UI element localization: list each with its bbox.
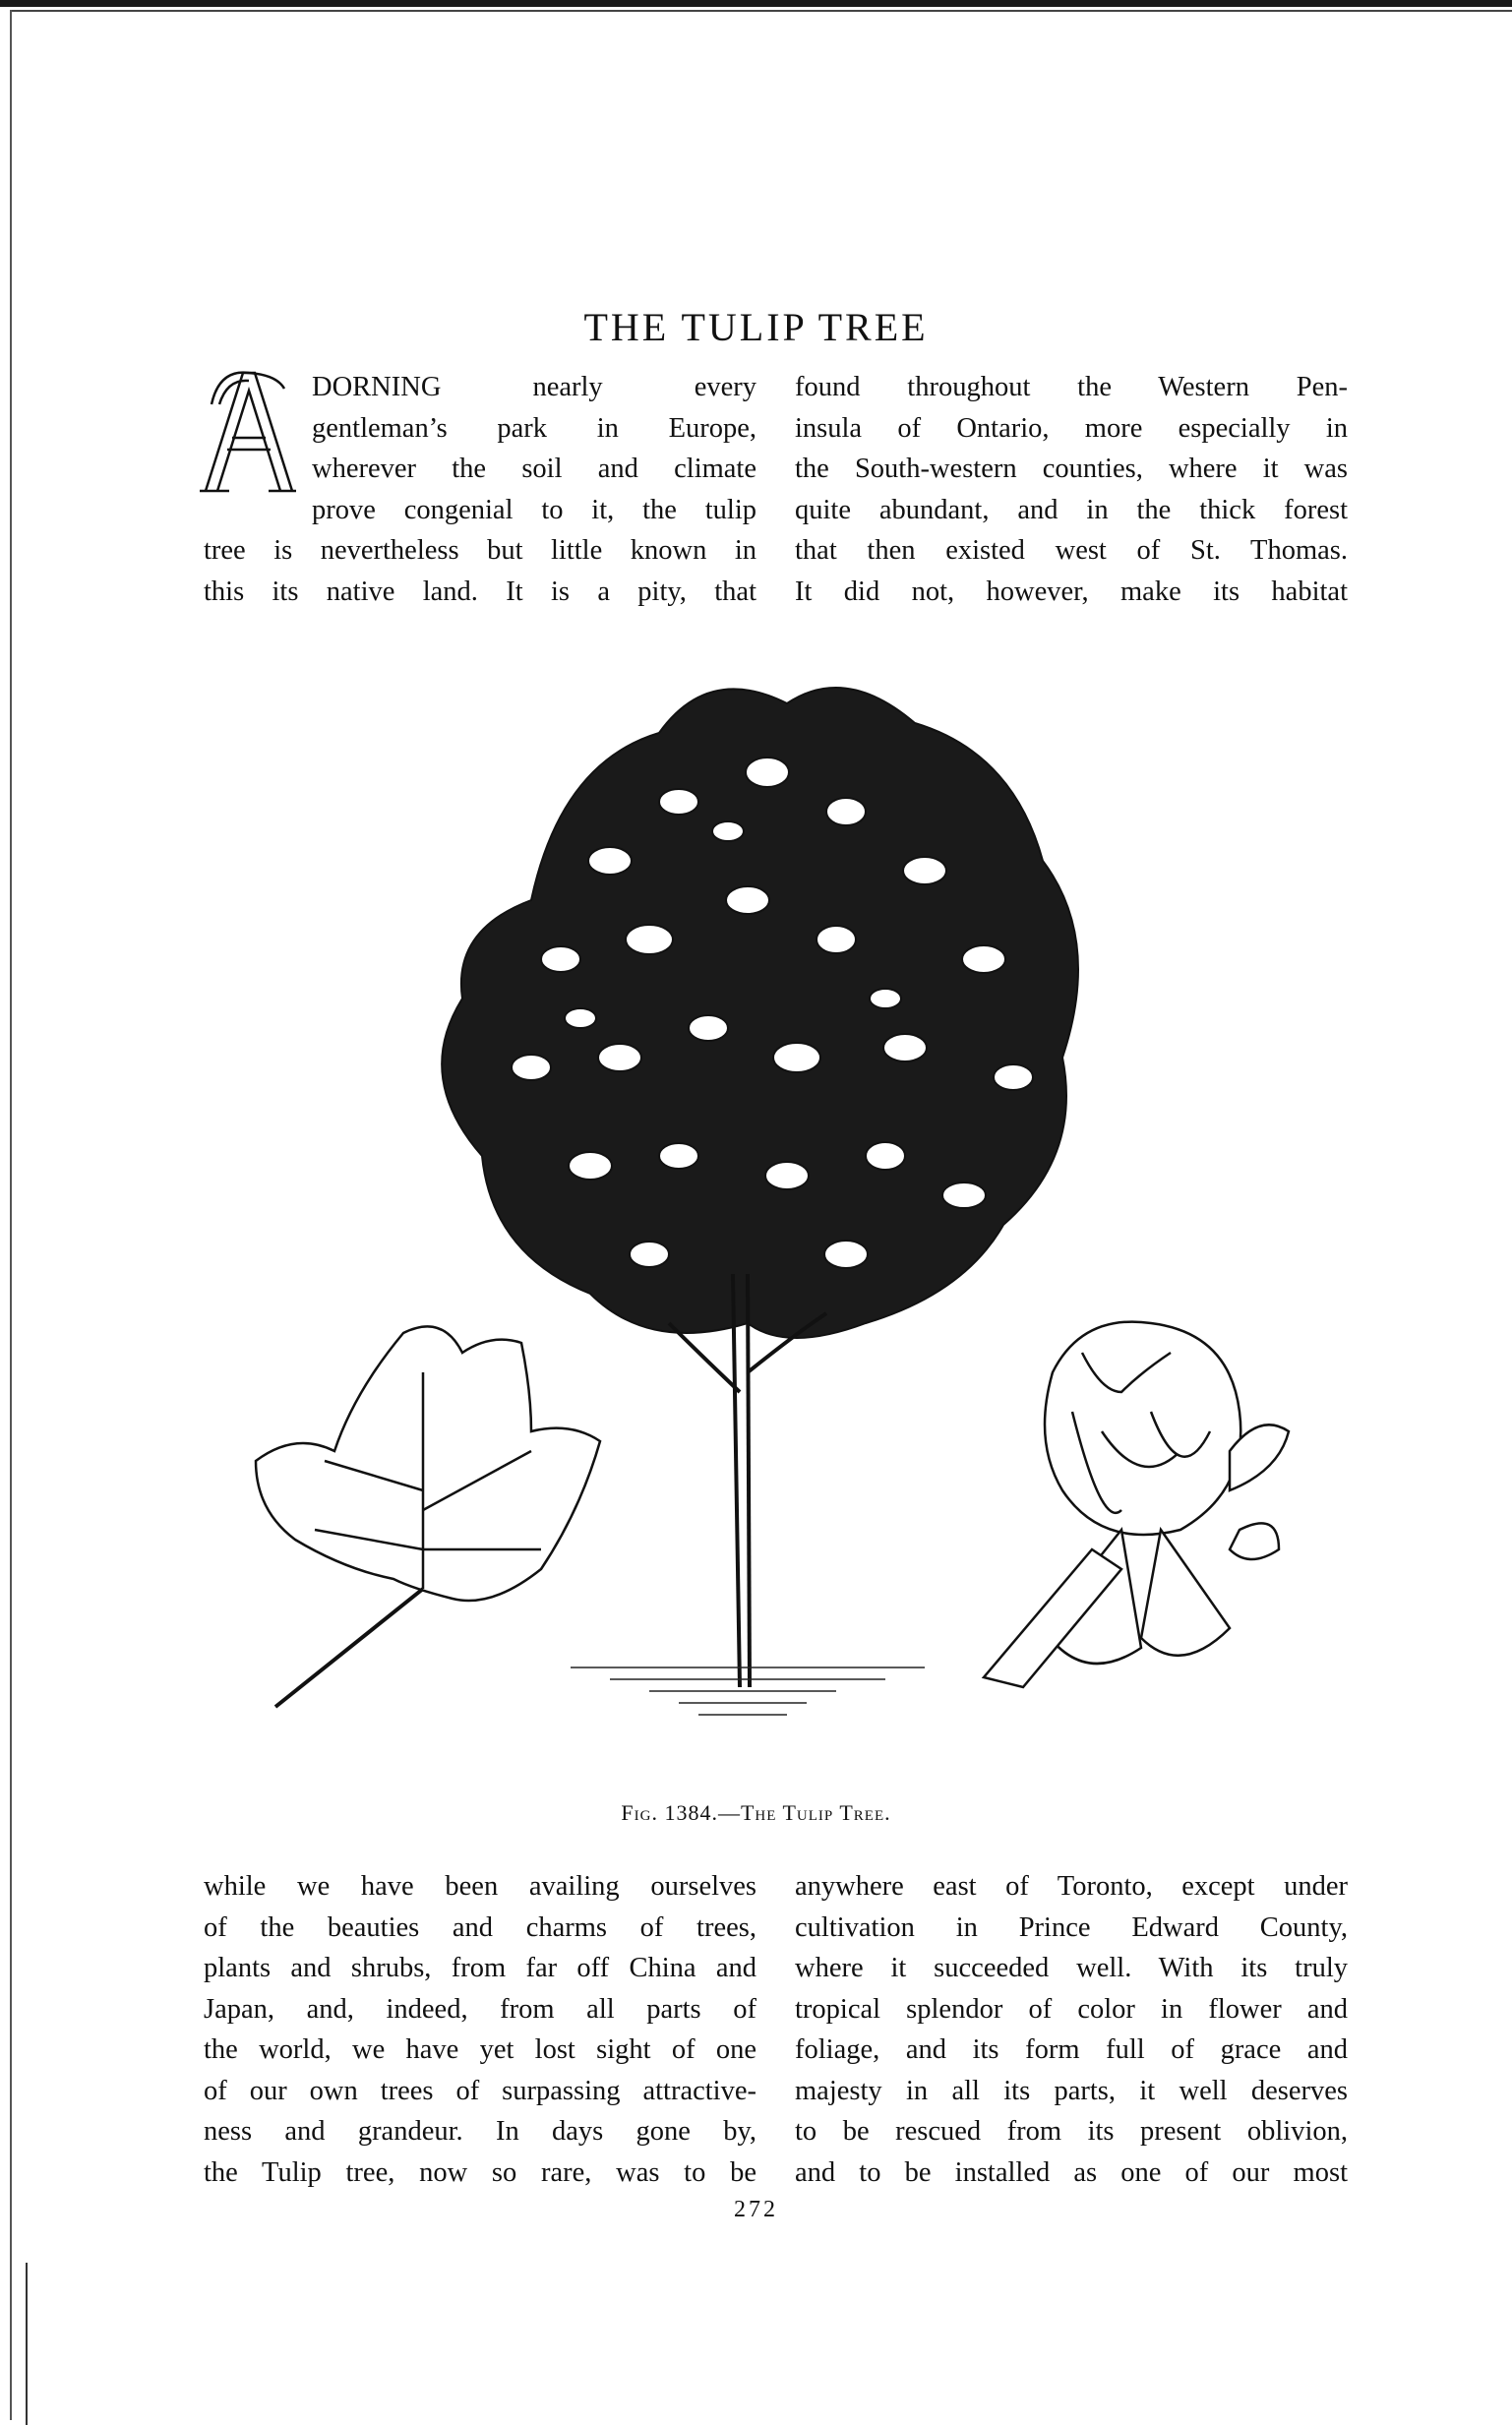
text-line: tropical splendor of color in flower and xyxy=(795,1993,1348,2025)
text-line: foliage, and its form full of grace and xyxy=(795,2034,1348,2065)
continuation-column-right xyxy=(795,1866,1348,2193)
text-line: and to be installed as one of our most xyxy=(795,2156,1348,2188)
text-line: the world, we have yet lost sight of one xyxy=(204,2034,756,2065)
scan-left-mark xyxy=(26,2263,28,2425)
text-line: the Tulip tree, now so rare, was to be xyxy=(204,2156,756,2188)
tulip-tree-illustration xyxy=(236,644,1318,1776)
text-line: cultivation in Prince Edward County, xyxy=(795,1911,1348,1943)
scan-left-border xyxy=(10,10,12,2420)
figure-caption: Fig. 1384.—The Tulip Tree. xyxy=(621,1800,891,1825)
text-line: the South-western counties, where it was xyxy=(795,454,1348,484)
text-line: gentleman’s park in Europe, xyxy=(312,412,756,444)
text-line: plants and shrubs, from far off China and xyxy=(204,1953,756,1983)
intro-column-left xyxy=(204,367,756,612)
scan-top-border xyxy=(0,0,1512,7)
tulip-flower-drawing xyxy=(984,1322,1289,1687)
text-line: where it succeeded well. With its truly xyxy=(795,1953,1348,1983)
text-line: ness and grandeur. In days gone by, xyxy=(204,2116,756,2147)
scan-top-line xyxy=(10,10,1512,12)
text-line: DORNING nearly every xyxy=(312,372,756,402)
text-line: Japan, and, indeed, from all parts of xyxy=(204,1993,756,2025)
text-line: this its native land. It is a pity, that xyxy=(204,576,756,607)
text-line: It did not, however, make its habitat xyxy=(795,576,1348,607)
page-title: THE TULIP TREE xyxy=(583,304,929,349)
text-line: prove congenial to it, the tulip xyxy=(312,494,756,525)
text-line: of our own trees of surpassing attractive- xyxy=(204,2075,756,2106)
continuation-column-left xyxy=(204,1866,756,2193)
intro-column-right xyxy=(795,367,1348,612)
text-line: of the beauties and charms of trees, xyxy=(204,1911,756,1943)
text-line: wherever the soil and climate xyxy=(312,454,756,484)
text-line: that then existed west of St. Thomas. xyxy=(795,535,1348,566)
text-line: quite abundant, and in the thick forest xyxy=(795,494,1348,525)
page-number: 272 xyxy=(734,2197,778,2222)
text-line: to be rescued from its present oblivion, xyxy=(795,2116,1348,2147)
text-line: anywhere east of Toronto, except under xyxy=(795,1871,1348,1902)
text-line: majesty in all its parts, it well deserves xyxy=(795,2075,1348,2106)
text-line: insula of Ontario, more especially in xyxy=(795,412,1348,444)
tulip-leaf-drawing xyxy=(256,1326,600,1707)
text-line: tree is nevertheless but little known in xyxy=(204,535,756,566)
text-line: while we have been availing ourselves xyxy=(204,1871,756,1902)
text-line: found throughout the Western Pen- xyxy=(795,372,1348,402)
